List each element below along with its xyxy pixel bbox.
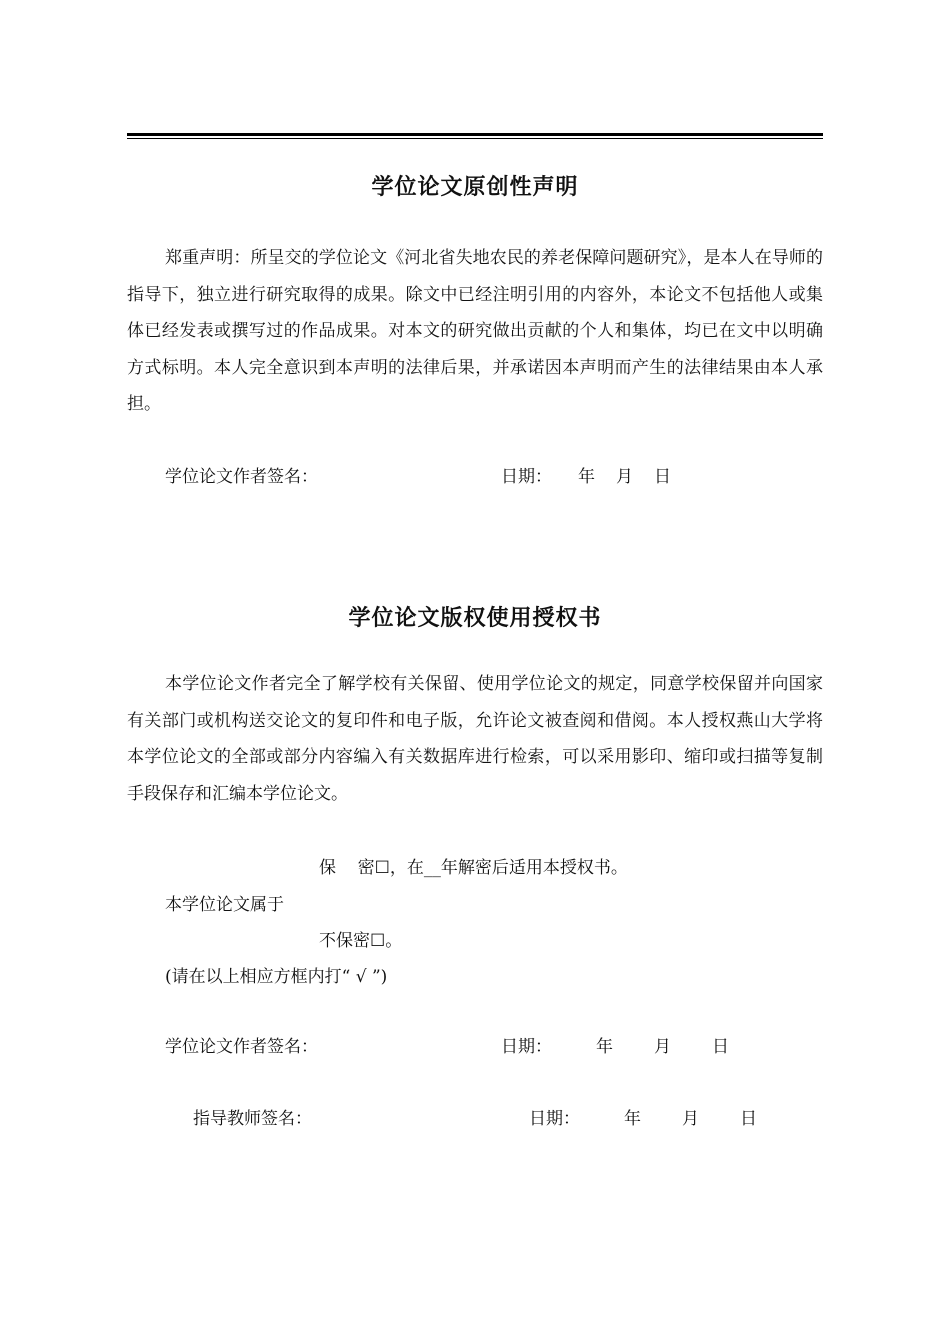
date-label-2: 日期：	[501, 1037, 552, 1057]
belongs-label: 本学位论文属于	[165, 895, 284, 915]
non-secret-option: 不保密☐。	[319, 931, 403, 951]
date-label-3: 日期：	[529, 1109, 580, 1129]
header-rule-thick	[127, 133, 823, 136]
authorization-title: 学位论文版权使用授权书	[348, 606, 602, 631]
date-year-3: 年	[624, 1109, 641, 1129]
date-month: 月	[616, 467, 633, 487]
secret-option: 保 密☐，在__年解密后适用本授权书。	[319, 858, 628, 878]
declaration-body: 郑重声明：所呈交的学位论文《河北省失地农民的养老保障问题研究》，是本人在导师的指导下，独立进行研究取得的成果。除文中已经注明引用的内容外，本论文不包括他人或集体已经发表或撰写过的作品成果。对本文的研究做出贡献的个人和集体，均已在文中以明确方式标明。本人完全意识到本声明的法律后果，并承诺因本声明而产生的法律结果由本人承担。	[127, 248, 823, 414]
date-label: 日期：	[501, 467, 552, 487]
date-year-2: 年	[596, 1037, 613, 1057]
author-signature-label: 学位论文作者签名：	[165, 467, 318, 487]
date-day-2: 日	[712, 1037, 729, 1057]
date-month-3: 月	[682, 1109, 699, 1129]
date-day: 日	[654, 467, 671, 487]
authorization-body: 本学位论文作者完全了解学校有关保留、使用学位论文的规定，同意学校保留并向国家有关部门或机构送交论文的复印件和电子版，允许论文被查阅和借阅。本人授权燕山大学将本学位论文的全部或部分内容编入有关数据库进行检索，可以采用影印、缩印或扫描等复制手段保存和汇编本学位论文。	[127, 674, 823, 804]
header-rule-thin	[127, 138, 823, 139]
date-day-3: 日	[740, 1109, 757, 1129]
author-signature-label-2: 学位论文作者签名：	[165, 1037, 318, 1057]
supervisor-signature-label: 指导教师签名：	[193, 1109, 312, 1129]
date-month-2: 月	[654, 1037, 671, 1057]
declaration-title: 学位论文原创性声明	[371, 175, 579, 200]
date-year: 年	[578, 467, 595, 487]
checkbox-instruction: (请在以上相应方框内打“ √ ”)	[165, 967, 388, 987]
